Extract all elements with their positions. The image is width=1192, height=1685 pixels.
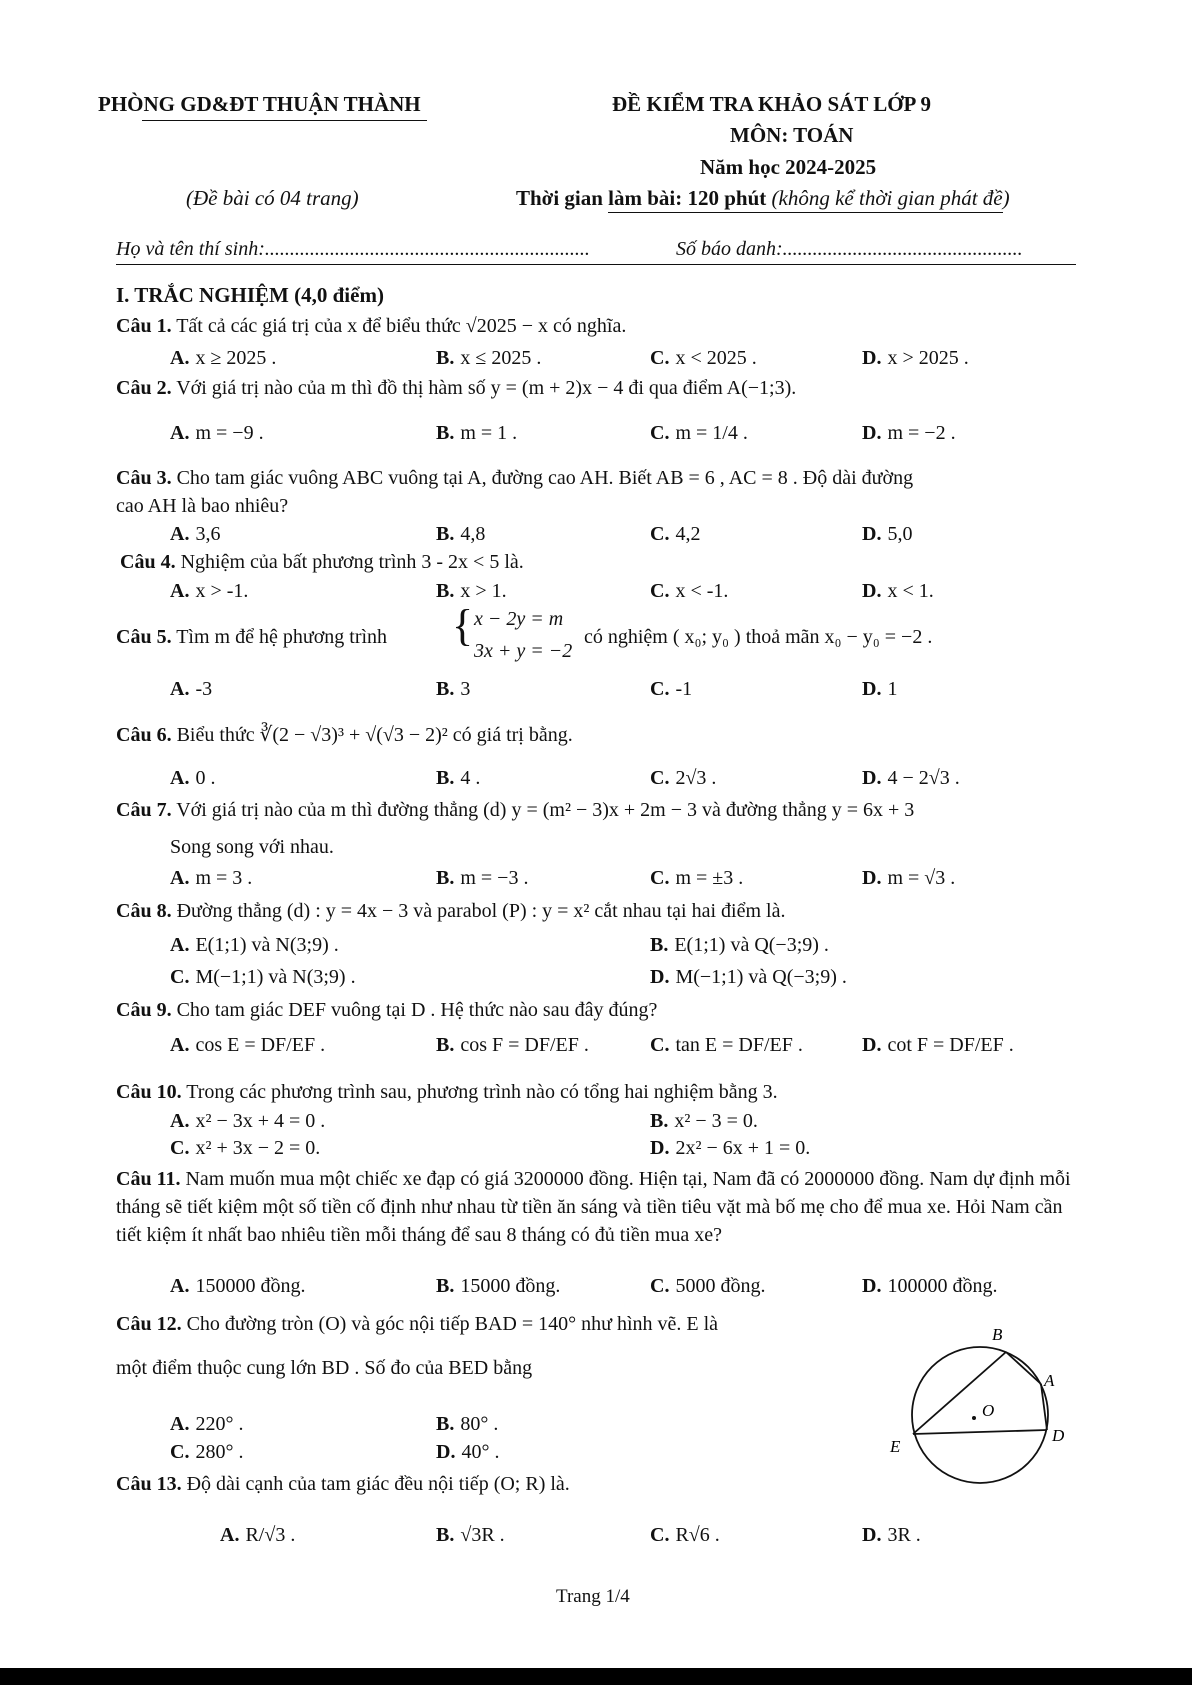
- option-text: 40° .: [461, 1441, 500, 1463]
- option-label: B.: [436, 523, 455, 545]
- option-9a[interactable]: [170, 1034, 325, 1057]
- option-label: C.: [650, 867, 670, 889]
- question-3-cont: cao AH là bao nhiêu?: [116, 495, 289, 517]
- option-13b[interactable]: [436, 1524, 505, 1547]
- option-text: cos F = DF/EF .: [460, 1034, 589, 1056]
- label-d: D: [1052, 1426, 1065, 1445]
- option-text: 100000 đồng.: [887, 1275, 998, 1297]
- option-text: m = √3 .: [887, 867, 956, 889]
- option-label: B.: [650, 934, 669, 956]
- option-text: 4 − 2√3 .: [887, 767, 960, 789]
- time-note: (không kể thời gian phát đề): [771, 186, 1010, 210]
- option-label: C.: [650, 1275, 670, 1297]
- option-text: m = 3 .: [195, 867, 253, 889]
- option-7c[interactable]: [650, 867, 743, 890]
- option-text: m = −2 .: [887, 422, 956, 444]
- option-text: 220° .: [195, 1413, 244, 1435]
- option-text: 3: [460, 678, 471, 700]
- option-1c[interactable]: [650, 347, 757, 370]
- option-label: B.: [650, 1110, 669, 1132]
- option-6c[interactable]: [650, 767, 716, 790]
- option-label: D.: [862, 1275, 882, 1297]
- option-text: 2√3 .: [675, 767, 717, 789]
- option-text: x < -1.: [675, 580, 729, 602]
- page-number: Trang 1/4: [556, 1586, 630, 1607]
- option-text: cot F = DF/EF .: [887, 1034, 1014, 1056]
- option-text: m = ±3 .: [675, 867, 744, 889]
- option-text: 15000 đồng.: [460, 1275, 561, 1297]
- question-text: Độ dài cạnh của tam giác đều nội tiếp (O; R) là.: [181, 1473, 570, 1495]
- option-text: 4,8: [460, 523, 486, 545]
- option-text: 4,2: [675, 523, 701, 545]
- time-underline: [608, 212, 1003, 213]
- option-label: D.: [650, 966, 670, 988]
- option-label: D.: [862, 678, 882, 700]
- label-a: A: [1044, 1371, 1055, 1390]
- option-text: 3,6: [195, 523, 221, 545]
- exam-subject: MÔN: TOÁN: [730, 123, 854, 147]
- option-text: x² + 3x − 2 = 0.: [195, 1137, 321, 1159]
- question-number: Câu 4.: [120, 551, 176, 573]
- option-6d[interactable]: [862, 767, 960, 790]
- option-6a[interactable]: [170, 767, 215, 790]
- option-label: D.: [862, 867, 882, 889]
- option-text: R√6 .: [675, 1524, 720, 1546]
- option-4a[interactable]: [170, 580, 248, 603]
- question-number: Câu 10.: [116, 1081, 182, 1103]
- option-text: x² − 3 = 0.: [674, 1110, 758, 1132]
- option-12a[interactable]: [170, 1413, 243, 1436]
- circle-o: [912, 1347, 1048, 1483]
- option-text: E(1;1) và N(3;9) .: [195, 934, 339, 956]
- option-label: A.: [170, 934, 190, 956]
- option-text: 3R .: [887, 1524, 921, 1546]
- option-7a[interactable]: [170, 867, 252, 890]
- option-label: B.: [436, 347, 455, 369]
- label-o: O: [982, 1401, 995, 1420]
- option-label: B.: [436, 767, 455, 789]
- option-text: 0 .: [195, 767, 216, 789]
- question-8: [116, 900, 785, 923]
- option-label: D.: [862, 767, 882, 789]
- option-label: C.: [170, 1441, 190, 1463]
- system-eq2: 3x + y = −2: [474, 640, 573, 662]
- question-text: Tìm m để hệ phương trình: [171, 626, 388, 648]
- option-2b[interactable]: [436, 422, 517, 445]
- chord-ba: [1006, 1352, 1041, 1384]
- option-label: A.: [170, 1110, 190, 1132]
- question-text: Tất cả các giá trị của x để biểu thức √2025 − x có nghĩa.: [171, 315, 627, 337]
- option-11a[interactable]: [170, 1275, 305, 1298]
- option-11c[interactable]: [650, 1275, 765, 1298]
- option-13d[interactable]: [862, 1524, 921, 1547]
- option-label: B.: [436, 678, 455, 700]
- center-dot: [972, 1416, 976, 1420]
- option-5b[interactable]: [436, 678, 470, 701]
- exam-year: Năm học 2024-2025: [700, 155, 877, 179]
- option-6b[interactable]: [436, 767, 480, 790]
- question-text: Trong các phương trình sau, phương trình nào có tổng hai nghiệm bằng 3.: [181, 1081, 778, 1103]
- option-1b[interactable]: [436, 347, 541, 370]
- option-text: x > -1.: [195, 580, 249, 602]
- question-3: [116, 467, 913, 490]
- option-label: D.: [650, 1137, 670, 1159]
- option-8b[interactable]: [650, 934, 829, 957]
- option-text: cos E = DF/EF .: [195, 1034, 326, 1056]
- option-text: 280° .: [195, 1441, 244, 1463]
- question-text: Cho tam giác vuông ABC vuông tại A, đường cao AH. Biết AB = 6 , AC = 8 . Độ dài đường: [171, 467, 914, 489]
- option-3a[interactable]: [170, 523, 220, 546]
- chord-be: [913, 1352, 1006, 1434]
- scan-border: [0, 1668, 1192, 1685]
- option-5c[interactable]: [650, 678, 692, 701]
- option-text: m = 1 .: [460, 422, 518, 444]
- option-13c[interactable]: [650, 1524, 720, 1547]
- option-3d[interactable]: [862, 523, 912, 546]
- question-number: Câu 12.: [116, 1313, 182, 1335]
- option-text: m = −9 .: [195, 422, 264, 444]
- system-brace: {: [452, 601, 474, 650]
- option-label: C.: [650, 580, 670, 602]
- option-text: x > 2025 .: [887, 347, 969, 369]
- option-label: D.: [436, 1441, 456, 1463]
- question-text: Biểu thức ∛(2 − √3)³ + √(√3 − 2)² có giá trị bằng.: [171, 724, 573, 746]
- question-number: Câu 13.: [116, 1473, 182, 1495]
- option-13a[interactable]: [220, 1524, 295, 1547]
- option-label: B.: [436, 1275, 455, 1297]
- option-text: E(1;1) và Q(−3;9) .: [674, 934, 829, 956]
- option-label: A.: [220, 1524, 240, 1546]
- option-text: x ≥ 2025 .: [195, 347, 277, 369]
- option-4d[interactable]: [862, 580, 934, 603]
- question-5-cont: có nghiệm ( x₀; y₀ ) thoả mãn x₀ − y₀ = −2 .: [584, 626, 933, 648]
- question-number: Câu 9.: [116, 999, 172, 1021]
- question-number: Câu 6.: [116, 724, 172, 746]
- question-11: [116, 1165, 1080, 1249]
- question-10: [116, 1081, 778, 1104]
- circle-figure: [880, 1326, 1070, 1486]
- question-5: [116, 626, 387, 649]
- option-label: C.: [650, 422, 670, 444]
- option-text: 1: [887, 678, 898, 700]
- option-3b[interactable]: [436, 523, 485, 546]
- option-text: x² − 3x + 4 = 0 .: [195, 1110, 326, 1132]
- option-label: B.: [436, 580, 455, 602]
- option-label: B.: [436, 1413, 455, 1435]
- option-label: A.: [170, 1034, 190, 1056]
- question-text: Với giá trị nào của m thì đường thẳng (d) y = (m² − 3)x + 2m − 3 và đường thẳng y = 6x + 3: [171, 799, 915, 821]
- option-text: m = 1/4 .: [675, 422, 748, 444]
- option-label: A.: [170, 523, 190, 545]
- option-text: -1: [675, 678, 693, 700]
- option-label: A.: [170, 867, 190, 889]
- question-13: [116, 1473, 570, 1496]
- option-label: D.: [862, 1034, 882, 1056]
- option-text: 4 .: [460, 767, 481, 789]
- option-label: A.: [170, 347, 190, 369]
- option-text: m = −3 .: [460, 867, 529, 889]
- system-eq1: x − 2y = m: [474, 608, 564, 630]
- question-number: Câu 1.: [116, 315, 172, 337]
- option-label: B.: [436, 1524, 455, 1546]
- question-number: Câu 7.: [116, 799, 172, 821]
- org-underline: [142, 120, 427, 121]
- option-11b[interactable]: [436, 1275, 560, 1298]
- option-label: D.: [862, 1524, 882, 1546]
- option-text: 150000 đồng.: [195, 1275, 306, 1297]
- option-text: -3: [195, 678, 213, 700]
- question-1: [116, 315, 626, 338]
- option-text: 5,0: [887, 523, 913, 545]
- option-label: A.: [170, 422, 190, 444]
- time-limit: Thời gian làm bài: 120 phút: [516, 186, 767, 210]
- question-12-cont: một điểm thuộc cung lớn BD . Số đo của BED bằng: [116, 1357, 533, 1379]
- option-10b[interactable]: [650, 1110, 758, 1133]
- question-number: Câu 5.: [116, 626, 172, 648]
- option-label: A.: [170, 767, 190, 789]
- option-label: C.: [650, 767, 670, 789]
- option-label: B.: [436, 867, 455, 889]
- question-text: Cho đường tròn (O) và góc nội tiếp BAD = 140° như hình vẽ. E là: [181, 1313, 719, 1335]
- option-label: A.: [170, 580, 190, 602]
- option-label: D.: [862, 580, 882, 602]
- option-label: B.: [436, 422, 455, 444]
- option-label: C.: [650, 678, 670, 700]
- option-8a[interactable]: [170, 934, 339, 957]
- option-2c[interactable]: [650, 422, 748, 445]
- option-label: C.: [650, 1524, 670, 1546]
- option-10c[interactable]: [170, 1137, 320, 1160]
- question-12: [116, 1313, 718, 1336]
- option-8d[interactable]: [650, 966, 847, 989]
- option-label: C.: [650, 523, 670, 545]
- chord-ed: [913, 1430, 1047, 1434]
- option-text: 80° .: [460, 1413, 499, 1435]
- option-label: C.: [650, 347, 670, 369]
- option-7b[interactable]: [436, 867, 528, 890]
- option-7d[interactable]: [862, 867, 955, 890]
- option-12c[interactable]: [170, 1441, 243, 1464]
- pages-note: (Đề bài có 04 trang): [186, 186, 359, 210]
- option-label: D.: [862, 523, 882, 545]
- option-5a[interactable]: [170, 678, 212, 701]
- option-9b[interactable]: [436, 1034, 589, 1057]
- option-3c[interactable]: [650, 523, 700, 546]
- question-number: Câu 2.: [116, 377, 172, 399]
- time-line: [516, 186, 1010, 211]
- question-text: Đường thẳng (d) : y = 4x − 3 và parabol (P) : y = x² cắt nhau tại hai điểm là.: [171, 900, 786, 922]
- question-text: Nam muốn mua một chiếc xe đạp có giá 3200000 đồng. Hiện tại, Nam đã có 2000000 đồng. Nam dự định mỗi tháng sẽ tiết kiệm một số tiền cố định như nhau từ tiền ăn sáng và tiền tiêu vặt mà bố mẹ cho để mua xe. Hỏi Nam cần tiết kiệm ít nhất bao nhiêu tiền mỗi tháng để sau 8 tháng có đủ tiền mua xe?: [116, 1168, 1071, 1246]
- option-11d[interactable]: [862, 1275, 997, 1298]
- option-1a[interactable]: [170, 347, 276, 370]
- option-text: x ≤ 2025 .: [460, 347, 542, 369]
- option-label: C.: [650, 1034, 670, 1056]
- option-text: x < 1.: [887, 580, 934, 602]
- option-text: √3R .: [460, 1524, 505, 1546]
- question-7-cont: Song song với nhau.: [170, 836, 334, 858]
- option-10a[interactable]: [170, 1110, 325, 1133]
- option-label: C.: [170, 1137, 190, 1159]
- question-2: [116, 377, 796, 400]
- question-7: [116, 799, 914, 822]
- label-e: E: [890, 1437, 901, 1456]
- option-text: 2x² − 6x + 1 = 0.: [675, 1137, 811, 1159]
- option-text: x < 2025 .: [675, 347, 757, 369]
- option-label: A.: [170, 1413, 190, 1435]
- option-text: M(−1;1) và Q(−3;9) .: [675, 966, 847, 988]
- question-number: Câu 3.: [116, 467, 172, 489]
- option-label: B.: [436, 1034, 455, 1056]
- header-rule: [116, 264, 1076, 265]
- option-1d[interactable]: [862, 347, 969, 370]
- option-label: C.: [170, 966, 190, 988]
- question-6: [116, 722, 573, 747]
- option-5d[interactable]: [862, 678, 897, 701]
- option-label: A.: [170, 1275, 190, 1297]
- question-9: [116, 999, 657, 1022]
- option-label: D.: [862, 422, 882, 444]
- option-2d[interactable]: [862, 422, 956, 445]
- question-number: Câu 11.: [116, 1168, 181, 1190]
- org-name: PHÒNG GD&ĐT THUẬN THÀNH: [98, 92, 421, 116]
- exam-title: ĐỀ KIỂM TRA KHẢO SÁT LỚP 9: [612, 92, 931, 116]
- student-name-line: Họ và tên thí sinh:.................................................................: [116, 238, 590, 260]
- option-text: R/√3 .: [245, 1524, 296, 1546]
- option-9d[interactable]: [862, 1034, 1014, 1057]
- option-12b[interactable]: [436, 1413, 498, 1436]
- option-2a[interactable]: [170, 422, 264, 445]
- question-text: Nghiệm của bất phương trình 3 - 2x < 5 là.: [175, 551, 524, 573]
- student-id-line: Số báo danh:................................................: [676, 238, 1023, 260]
- label-b: B: [992, 1326, 1003, 1344]
- question-text: Với giá trị nào của m thì đồ thị hàm số y = (m + 2)x − 4 đi qua điểm A(−1;3).: [171, 377, 797, 399]
- option-text: 5000 đồng.: [675, 1275, 766, 1297]
- option-label: D.: [862, 347, 882, 369]
- option-text: M(−1;1) và N(3;9) .: [195, 966, 356, 988]
- question-text: Cho tam giác DEF vuông tại D . Hệ thức nào sau đây đúng?: [171, 999, 658, 1021]
- option-8c[interactable]: [170, 966, 356, 989]
- option-10d[interactable]: [650, 1137, 810, 1160]
- option-12d[interactable]: [436, 1441, 499, 1464]
- question-4: [120, 551, 524, 574]
- question-number: Câu 8.: [116, 900, 172, 922]
- option-text: x > 1.: [460, 580, 507, 602]
- option-text: tan E = DF/EF .: [675, 1034, 803, 1056]
- section-title: I. TRẮC NGHIỆM (4,0 điểm): [116, 283, 384, 307]
- option-label: A.: [170, 678, 190, 700]
- option-4b[interactable]: [436, 580, 507, 603]
- option-9c[interactable]: [650, 1034, 803, 1057]
- option-4c[interactable]: [650, 580, 728, 603]
